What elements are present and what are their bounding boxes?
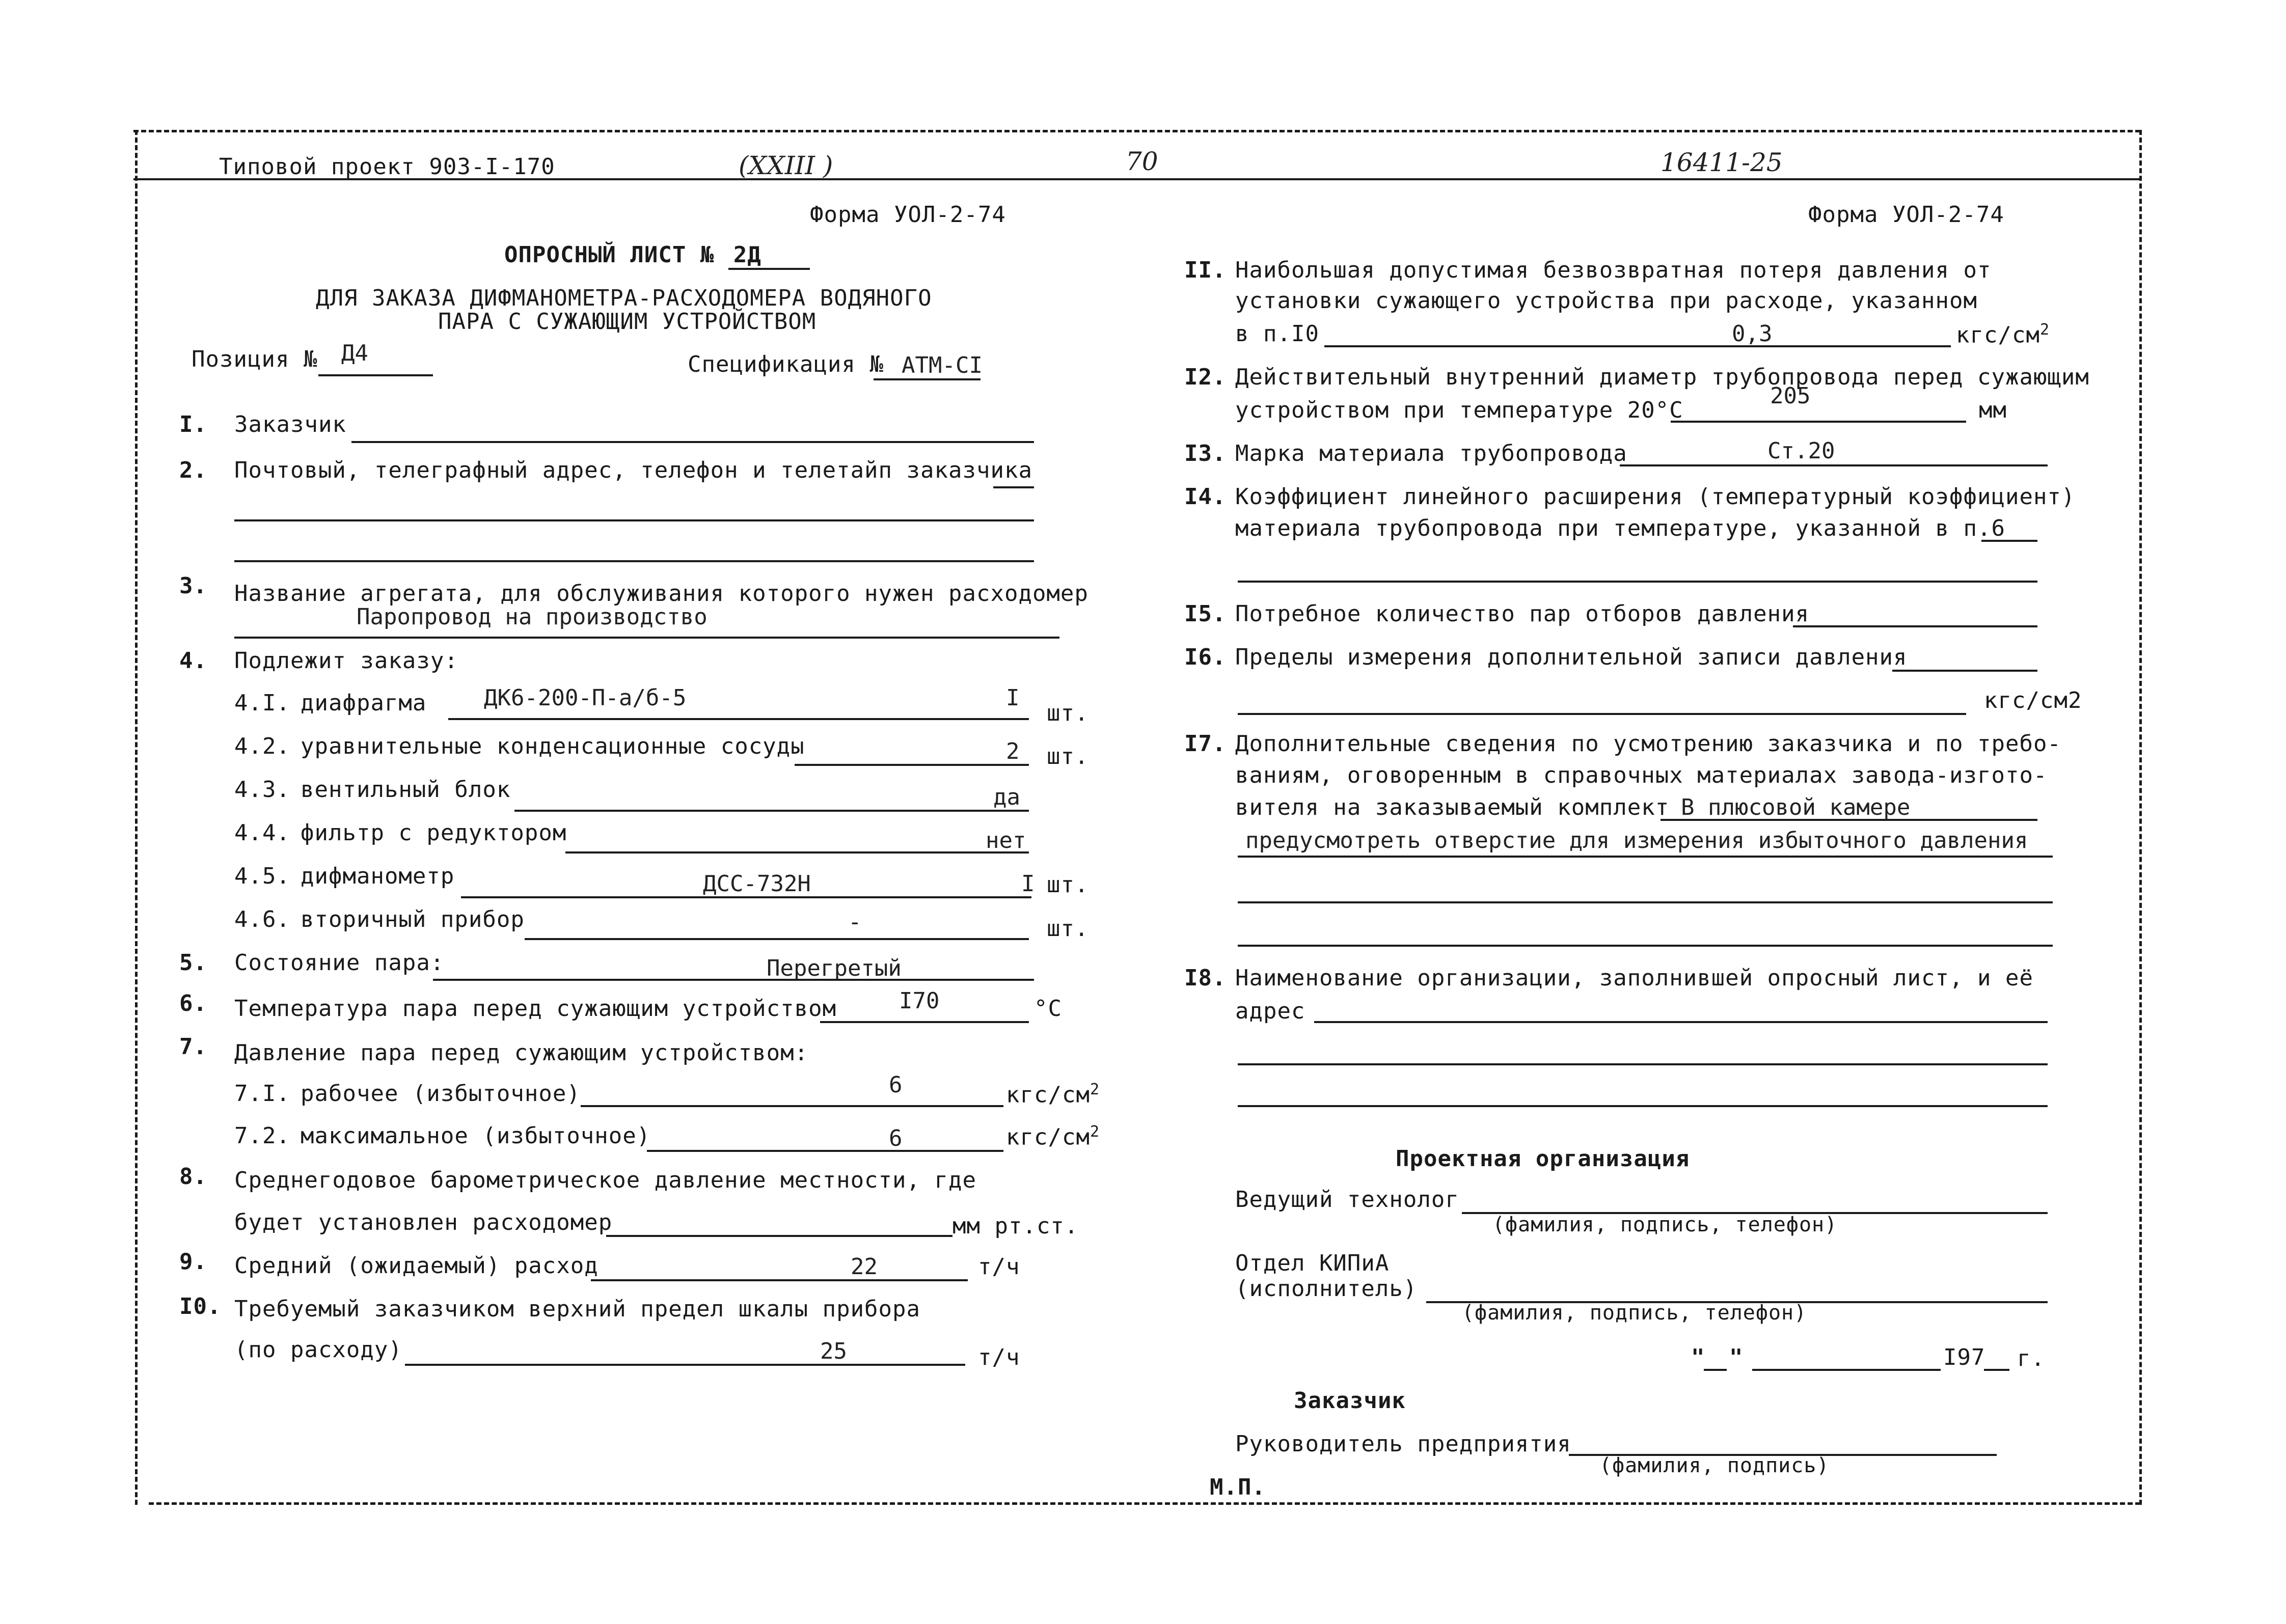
item-6-line [820, 1021, 1029, 1023]
item-5-text: Состояние пара: [234, 950, 445, 976]
item-3-num: 3. [179, 573, 207, 599]
item-9-unit: т/ч [978, 1254, 1020, 1280]
dept-label-1: Отдел КИПиА [1235, 1250, 1390, 1276]
item-12-unit: мм [1979, 397, 2007, 423]
item-42-unit: шт. [1047, 744, 1089, 769]
date-day-line [1704, 1369, 1727, 1371]
item-10-text-1: Требуемый заказчиком верхний предел шкалы прибора [234, 1296, 921, 1322]
item-44-num: 4.4. [234, 820, 290, 846]
item-46-value: - [848, 909, 862, 935]
item-12-value: 205 [1770, 383, 1811, 409]
item-71-unit-text: кгс/см [1006, 1082, 1090, 1108]
item-71-text: рабочее (избыточное) [301, 1081, 581, 1107]
item-12-num: I2. [1184, 364, 1227, 390]
date-g: г. [2017, 1345, 2045, 1371]
item-17-text-2: ваниям, оговоренным в справочных материалах завода-изгото- [1235, 762, 2048, 788]
item-6-value: I70 [899, 988, 940, 1014]
item-72-unit-sup: 2 [1090, 1123, 1100, 1141]
item-15-num: I5. [1184, 601, 1227, 627]
item-46-unit: шт. [1047, 916, 1089, 942]
item-13-num: I3. [1184, 441, 1227, 466]
item-17-num: I7. [1184, 731, 1227, 757]
item-12-line [1671, 421, 1966, 423]
position-line [318, 374, 433, 376]
item-16-text: Пределы измерения дополнительной записи давления [1235, 644, 1908, 670]
item-46-num: 4.6. [234, 906, 290, 932]
item-45-unit: шт. [1047, 872, 1089, 898]
subtitle-line-2: ПАРА С СУЖАЮЩИМ УСТРОЙСТВОМ [438, 309, 817, 335]
item-5-value: Перегретый [767, 955, 902, 981]
item-44-line [565, 851, 1029, 854]
date-quote-2: " [1729, 1344, 1744, 1370]
spec-value: АТМ-СI [902, 352, 983, 378]
item-43-value: да [993, 784, 1020, 810]
item-11-text-3: в п.I0 [1235, 321, 1319, 347]
frame-right [2139, 130, 2142, 1505]
album-number: (XXIII ) [739, 151, 833, 180]
item-2-line-a [993, 486, 1034, 488]
item-18-text-2: адрес [1235, 998, 1305, 1024]
position-value: Д4 [341, 340, 368, 366]
date-month-line [1752, 1369, 1941, 1371]
item-11-line [1324, 345, 1951, 347]
item-8-text-2: будет установлен расходомер [234, 1209, 613, 1235]
date-year-line [1984, 1369, 2009, 1371]
item-11-unit-sup: 2 [2039, 321, 2050, 339]
item-15-text: Потребное количество пар отборов давления [1235, 601, 1810, 627]
item-43-text: вентильный блок [301, 777, 511, 803]
item-4-num: 4. [179, 648, 207, 674]
item-72-unit-text: кгс/см [1006, 1124, 1090, 1150]
item-8-line [606, 1235, 953, 1237]
item-14-text-1: Коэффициент линейного расширения (температурный коэффициент) [1235, 484, 2076, 510]
item-18-line-c [1238, 1105, 2048, 1107]
item-5-line [433, 979, 1034, 981]
item-17-line-a [1661, 819, 2037, 821]
item-18-line-b [1238, 1063, 2048, 1065]
item-72-num: 7.2. [234, 1123, 290, 1149]
director-label: Руководитель предприятия [1235, 1431, 1571, 1457]
page-number: 70 [1126, 147, 1158, 176]
item-45-text: дифманометр [301, 863, 455, 889]
item-2-line-c [234, 560, 1034, 562]
item-44-value: нет [986, 828, 1026, 854]
item-3-text: Название агрегата, для обслуживания которого нужен расходомер [234, 581, 1088, 607]
item-18-num: I8. [1184, 965, 1227, 991]
item-17-text-1: Дополнительные сведения по усмотрению заказчика и по требо- [1235, 731, 2061, 757]
item-2-line-b [234, 519, 1034, 521]
item-10-unit: т/ч [978, 1344, 1020, 1370]
item-12-text-2: устройством при температуре 20°С [1235, 397, 1683, 423]
item-14-text-2: материала трубопровода при температуре, указанной в п.6 [1235, 515, 2005, 541]
item-71-line [581, 1105, 1003, 1107]
item-14-line-b [1238, 581, 2037, 583]
item-44-text: фильтр с редуктором [301, 820, 567, 846]
item-6-unit: °С [1034, 996, 1062, 1022]
item-43-line [514, 810, 1029, 812]
item-16-unit: кгс/см2 [1984, 687, 2082, 713]
item-72-line [647, 1150, 1003, 1152]
item-7-text: Давление пара перед сужающим устройством: [234, 1040, 809, 1066]
item-17-line-d [1238, 945, 2053, 947]
item-12-text-1: Действительный внутренний диаметр трубопровода перед сужающим [1235, 364, 2089, 390]
item-41-text: диафрагма [301, 690, 427, 716]
item-3-line [234, 637, 1059, 639]
item-9-num: 9. [179, 1249, 207, 1275]
form-label-left: Форма УОЛ-2-74 [810, 202, 1006, 228]
item-11-text-1: Наибольшая допустимая безвозвратная потеря давления от [1235, 257, 1992, 283]
item-16-num: I6. [1184, 644, 1227, 670]
item-41-num: 4.I. [234, 690, 290, 716]
item-42-num: 4.2. [234, 733, 290, 759]
item-71-unit [1006, 1081, 1100, 1108]
title-number: 2Д [728, 242, 810, 270]
item-46-line [525, 938, 1029, 940]
item-71-num: 7.I. [234, 1081, 290, 1107]
item-16-line-b [1238, 713, 1966, 715]
item-8-text-1: Среднегодовое барометрическое давление местности, где [234, 1167, 976, 1193]
item-4-text: Подлежит заказу: [234, 648, 458, 674]
item-41-value: ДК6-200-П-а/б-5 [484, 685, 687, 711]
frame-left [135, 130, 138, 1505]
stamp-label: М.П. [1210, 1474, 1266, 1500]
item-15-line [1793, 625, 2037, 627]
item-11-text-2: установки сужающего устройства при расходе, указанном [1235, 288, 1977, 314]
item-45-value: ДСС-732Н [703, 871, 811, 897]
frame-top [133, 130, 2140, 132]
item-45-line [461, 896, 1031, 898]
position-label: Позиция № [192, 346, 318, 372]
item-16-line-a [1892, 670, 2037, 672]
item-5-num: 5. [179, 950, 207, 976]
item-11-unit-text: кгс/см [1956, 322, 2040, 348]
item-46-text: вторичный прибор [301, 906, 525, 932]
item-41-line [448, 718, 1029, 720]
item-17-text-3: вителя на заказываемый комплект [1235, 794, 1670, 820]
item-13-value: Ст.20 [1767, 438, 1835, 464]
item-17-value-1: В плюсовой камере [1681, 794, 1911, 820]
item-17-line-c [1238, 901, 2053, 903]
design-org-title: Проектная организация [1396, 1146, 1690, 1172]
item-10-num: I0. [179, 1293, 222, 1319]
item-72-text: максимальное (избыточное) [301, 1123, 651, 1149]
item-42-line [795, 764, 1029, 766]
item-45-num: 4.5. [234, 863, 290, 889]
item-41-unit: шт. [1047, 700, 1089, 726]
item-2-text: Почтовый, телеграфный адрес, телефон и телетайп заказчика [234, 457, 1032, 483]
item-7-num: 7. [179, 1034, 207, 1060]
lead-technologist-hint: (фамилия, подпись, телефон) [1492, 1213, 1838, 1236]
item-42-qty: 2 [1006, 738, 1020, 764]
item-1-num: I. [179, 411, 207, 437]
document-code: 16411-25 [1661, 148, 1783, 177]
item-11-unit [1956, 321, 2050, 348]
dept-hint: (фамилия, подпись, телефон) [1462, 1301, 1807, 1325]
item-72-unit [1006, 1123, 1100, 1150]
customer-title: Заказчик [1294, 1388, 1406, 1414]
item-10-line [405, 1364, 965, 1366]
item-6-num: 6. [179, 990, 207, 1016]
item-17-value-2: предусмотреть отверстие для измерения избыточного давления [1245, 828, 2028, 854]
spec-label: Спецификация № [688, 351, 884, 377]
item-3-value: Паропровод на производство [357, 604, 707, 630]
date-year: I97 [1943, 1344, 1985, 1370]
item-11-num: II. [1184, 257, 1227, 283]
item-17-line-b [1238, 856, 2053, 858]
item-11-value: 0,3 [1732, 321, 1773, 347]
item-9-line [591, 1279, 968, 1281]
item-13-text: Марка материала трубопровода [1235, 441, 1627, 466]
item-1-line [351, 441, 1034, 443]
questionnaire-title [504, 242, 810, 270]
item-14-num: I4. [1184, 484, 1227, 510]
item-45-qty: I [1021, 871, 1035, 897]
spec-line [874, 378, 981, 380]
frame-bottom [149, 1502, 2140, 1505]
item-43-num: 4.3. [234, 777, 290, 803]
director-hint: (фамилия, подпись) [1599, 1454, 1830, 1477]
item-71-unit-sup: 2 [1090, 1081, 1100, 1098]
item-8-unit: мм рт.ст. [953, 1213, 1079, 1239]
item-10-text-2: (по расходу) [234, 1337, 402, 1363]
item-18-text-1: Наименование организации, заполнившей опросный лист, и её [1235, 965, 2033, 991]
item-13-line [1620, 464, 2048, 466]
item-18-line-a [1314, 1021, 2048, 1023]
item-2-num: 2. [179, 457, 207, 483]
item-10-value: 25 [820, 1338, 847, 1364]
item-71-value: 6 [889, 1072, 903, 1098]
dept-label-2: (исполнитель) [1235, 1276, 1418, 1302]
item-9-value: 22 [851, 1254, 878, 1280]
form-label-right: Форма УОЛ-2-74 [1808, 202, 2004, 228]
item-8-num: 8. [179, 1164, 207, 1190]
project-number: Типовой проект 903-I-170 [219, 154, 555, 180]
title-prefix: ОПРОСНЫЙ ЛИСТ № [504, 242, 715, 268]
lead-technologist-label: Ведущий технолог [1235, 1187, 1459, 1213]
item-9-text: Средний (ожидаемый) расход [234, 1253, 598, 1279]
item-14-line-a [1981, 540, 2037, 542]
item-41-qty: I [1006, 685, 1020, 711]
subtitle-line-1: ДЛЯ ЗАКАЗА ДИФМАНОМЕТРА-РАСХОДОМЕРА ВОДЯНОГО [316, 285, 932, 311]
date-quote-1: " [1691, 1344, 1705, 1370]
item-1-text: Заказчик [234, 411, 346, 437]
item-42-text: уравнительные конденсационные сосуды [301, 733, 805, 759]
item-72-value: 6 [889, 1125, 903, 1151]
item-6-text: Температура пара перед сужающим устройством [234, 996, 837, 1022]
